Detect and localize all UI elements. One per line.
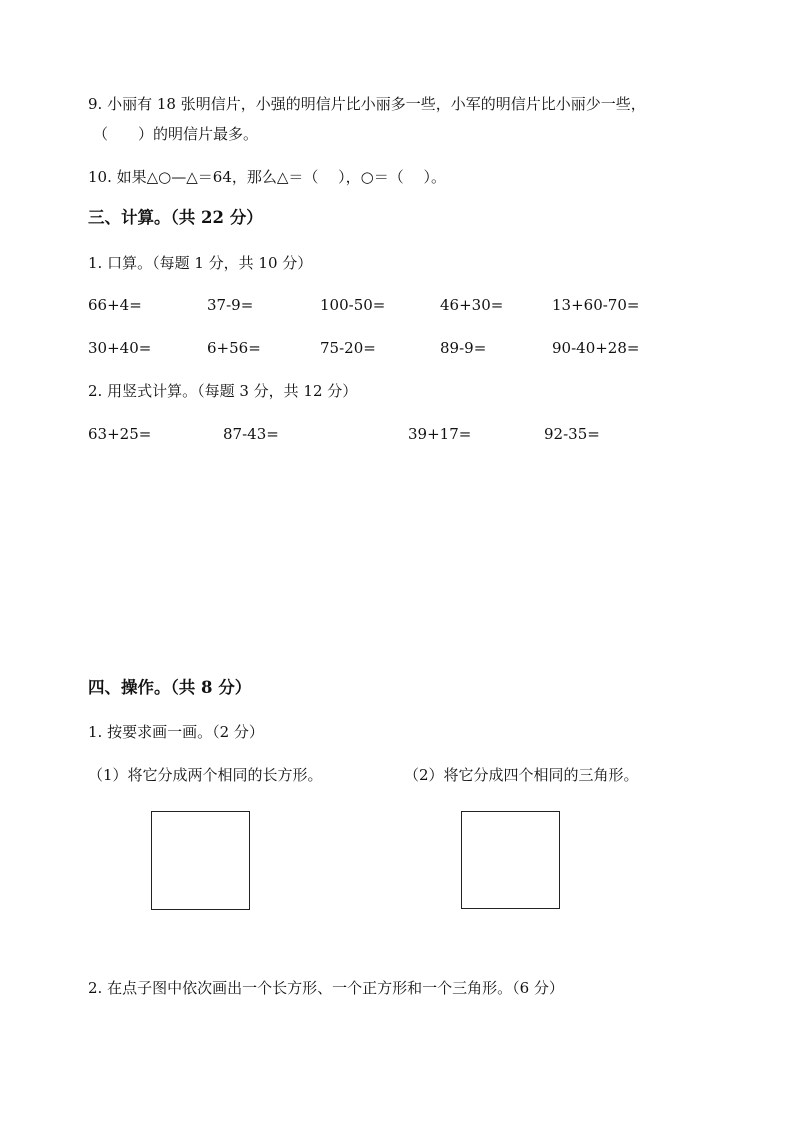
draw-task-2: （2）将它分成四个相同的三角形。 — [404, 766, 639, 784]
mental-math-item: 66+4= — [88, 296, 142, 314]
drawing-square-1[interactable] — [151, 811, 250, 910]
vertical-calc-item: 87-43= — [223, 425, 279, 443]
section-4-title: 四、操作。（共 8 分） — [88, 678, 252, 697]
draw-task-1: （1）将它分成两个相同的长方形。 — [88, 766, 323, 784]
mental-math-item: 89-9= — [440, 339, 487, 357]
vertical-calc-item: 63+25= — [88, 425, 152, 443]
question-9-line-1: 9. 小丽有 18 张明信片，小强的明信片比小丽多一些，小军的明信片比小丽少一些， — [88, 95, 646, 113]
question-9-line-2: （ ）的明信片最多。 — [93, 125, 259, 143]
section-3-part-1-title: 1. 口算。（每题 1 分，共 10 分） — [88, 254, 313, 272]
section-3-title: 三、计算。（共 22 分） — [88, 208, 263, 227]
vertical-calc-item: 39+17= — [408, 425, 472, 443]
mental-math-item: 6+56= — [207, 339, 261, 357]
question-10: 10. 如果△○—△＝64，那么△＝（ ），○＝（ ）。 — [88, 168, 447, 186]
section-4-part-2-title: 2. 在点子图中依次画出一个长方形、一个正方形和一个三角形。（6 分） — [88, 979, 564, 997]
mental-math-item: 30+40= — [88, 339, 152, 357]
mental-math-item: 13+60-70= — [552, 296, 640, 314]
drawing-square-2[interactable] — [461, 811, 560, 909]
mental-math-item: 100-50= — [320, 296, 386, 314]
section-3-part-2-title: 2. 用竖式计算。（每题 3 分，共 12 分） — [88, 382, 358, 400]
mental-math-item: 46+30= — [440, 296, 504, 314]
vertical-calc-item: 92-35= — [544, 425, 600, 443]
mental-math-item: 75-20= — [320, 339, 376, 357]
mental-math-item: 90-40+28= — [552, 339, 640, 357]
section-4-part-1-title: 1. 按要求画一画。（2 分） — [88, 723, 264, 741]
mental-math-item: 37-9= — [207, 296, 254, 314]
